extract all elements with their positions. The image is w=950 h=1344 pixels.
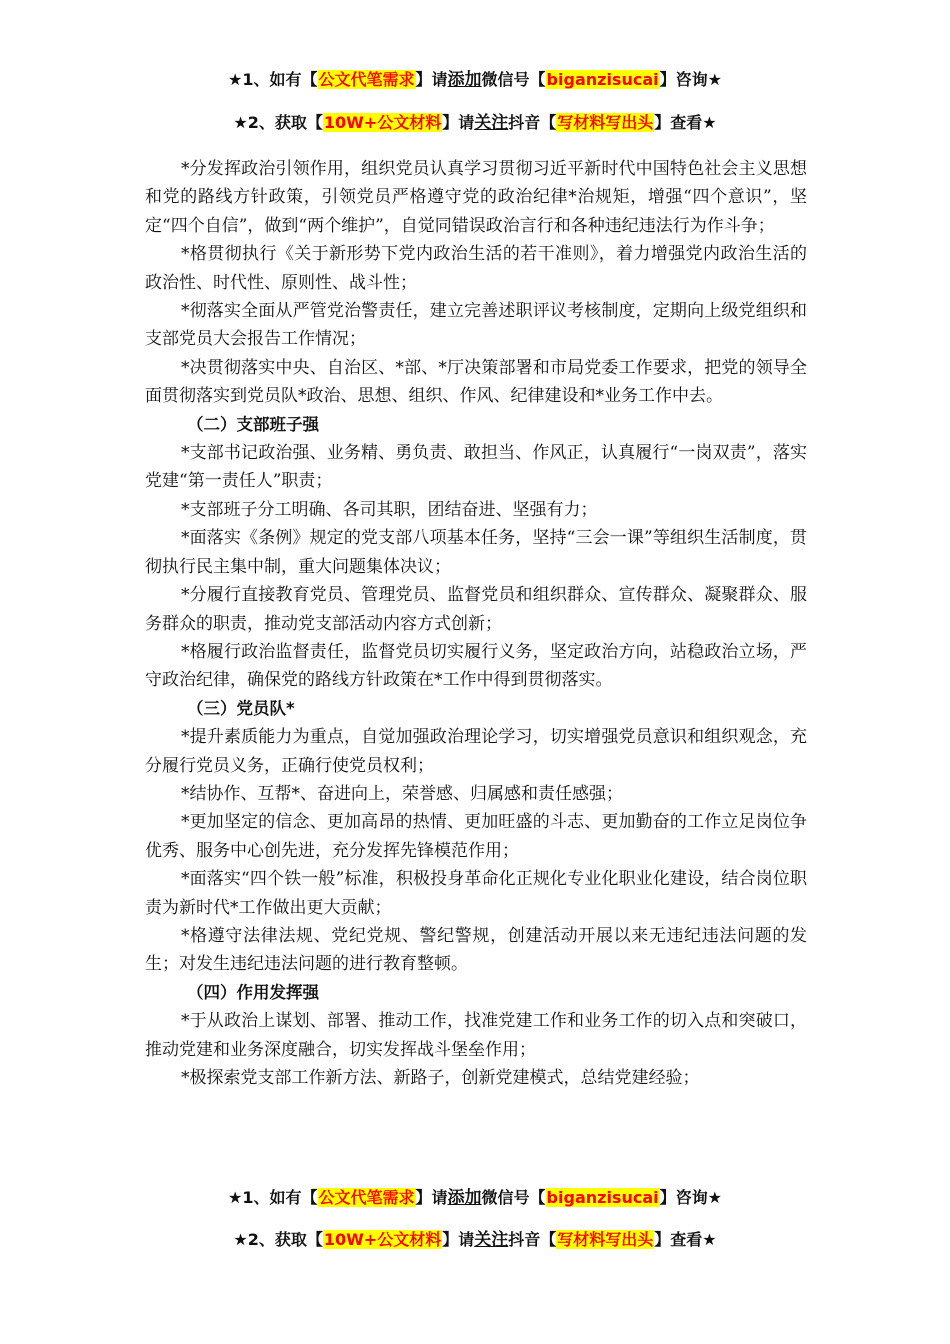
section-heading: （三）党员队* bbox=[187, 698, 295, 718]
section-heading: （二）支部班子强 bbox=[187, 414, 319, 434]
banner-text: 抖音【 bbox=[508, 113, 557, 132]
banner-text: 微信号【 bbox=[481, 1188, 546, 1207]
promo-banner-wechat bbox=[0, 69, 950, 91]
banner-text: ★1、如有【 bbox=[228, 70, 318, 89]
banner-text: 】请 bbox=[415, 70, 448, 89]
banner-text: 】请 bbox=[415, 1188, 448, 1207]
banner-text: 抖音【 bbox=[508, 1230, 557, 1249]
paragraph: *面落实“四个铁一般”标准，积极投身革命化正规化专业化职业化建设，结合岗位职责为新时代*工作做出更大贡献； bbox=[145, 869, 807, 918]
banner-text: 】请 bbox=[442, 1230, 475, 1249]
banner-text: 微信号【 bbox=[481, 70, 546, 89]
paragraph: *分履行直接教育党员、管理党员、监督党员和组织群众、宣传群众、凝聚群众、服务群众的职责，推动党支部活动内容方式创新； bbox=[145, 585, 807, 634]
banner-text: 】请 bbox=[442, 113, 475, 132]
paragraph: *支部书记政治强、业务精、勇负责、敢担当、作风正，认真履行“一岗双责”，落实党建“第一责任人”职责； bbox=[145, 443, 807, 492]
paragraph: *彻落实全面从严管党治警责任，建立完善述职评议考核制度，定期向上级党组织和支部党员大会报告工作情况； bbox=[145, 301, 807, 350]
paragraph: *更加坚定的信念、更加高昂的热情、更加旺盛的斗志、更加勤奋的工作立足岗位争优秀、服务中心创先进，充分发挥先锋模范作用； bbox=[145, 812, 807, 861]
paragraph: *决贯彻落实中央、自治区、*部、*厅决策部署和市局党委工作要求，把党的领导全面贯彻落实到党员队*政治、思想、组织、作风、纪律建设和*业务工作中去。 bbox=[145, 357, 807, 407]
paragraph: *格履行政治监督责任，监督党员切实履行义务，坚定政治方向，站稳政治立场，严守政治纪律，确保党的路线方针政策在*工作中得到贯彻落实。 bbox=[145, 641, 807, 691]
paragraph: *结协作、互帮*、奋进向上，荣誉感、归属感和责任感强； bbox=[181, 783, 623, 804]
highlight-text: 10W+公文材料 bbox=[323, 113, 442, 132]
banner-text: 】查看★ bbox=[654, 1230, 717, 1249]
underlined-text: 关注 bbox=[474, 113, 509, 133]
section-heading: （四）作用发挥强 bbox=[187, 982, 319, 1002]
banner-text: 】查看★ bbox=[654, 113, 717, 132]
highlight-text: 公文代笔需求 bbox=[318, 70, 415, 89]
wechat-id: biganzisucai bbox=[546, 1188, 659, 1207]
paragraph: *格遵守法律法规、党纪党规、警纪警规，创建活动开展以来无违纪违法问题的发生；对发生违纪违法问题的进行教育整顿。 bbox=[145, 925, 807, 975]
paragraph: *支部班子分工明确、各司其职，团结奋进、坚强有力； bbox=[181, 499, 598, 520]
paragraph: *极探索党支部工作新方法、新路子，创新党建模式，总结党建经验； bbox=[181, 1068, 700, 1088]
banner-text: ★1、如有【 bbox=[228, 1188, 318, 1207]
underlined-text: 关注 bbox=[474, 1230, 509, 1250]
banner-text: ★2、获取【 bbox=[233, 1230, 323, 1249]
highlight-text: 10W+公文材料 bbox=[323, 1230, 442, 1249]
wechat-id: biganzisucai bbox=[546, 70, 659, 89]
douyin-id: 写材料写出头 bbox=[557, 113, 654, 132]
paragraph: *于从政治上谋划、部署、推动工作，找准党建工作和业务工作的切入点和突破口，推动党建和业务深度融合，切实发挥战斗堡垒作用； bbox=[145, 1011, 807, 1060]
banner-text: 】咨询★ bbox=[659, 1188, 722, 1207]
paragraph: *面落实《条例》规定的党支部八项基本任务，坚持“三会一课”等组织生活制度，贯彻执行民主集中制，重大问题集体决议； bbox=[145, 528, 807, 577]
paragraph: *分发挥政治引领作用，组织党员认真学习贯彻习近平新时代中国特色社会主义思想和党的路线方针政策，引领党员严格遵守党的政治纪律*治规矩，增强“四个意识”，坚定“四个自信”，做到“两个维护”，自觉同错误政治言行和各种违纪违法行为作斗争； bbox=[145, 159, 807, 236]
paragraph: *提升素质能力为重点，自觉加强政治理论学习，切实增强党员意识和组织观念，充分履行党员义务，正确行使党员权利； bbox=[145, 727, 807, 776]
promo-banner-douyin bbox=[0, 112, 950, 134]
banner-text: ★2、获取【 bbox=[233, 113, 323, 132]
underlined-text: 添加 bbox=[447, 70, 482, 90]
underlined-text: 添加 bbox=[447, 1188, 482, 1208]
douyin-id: 写材料写出头 bbox=[557, 1230, 654, 1249]
highlight-text: 公文代笔需求 bbox=[318, 1188, 415, 1207]
document-body bbox=[145, 155, 807, 1092]
banner-text: 】咨询★ bbox=[659, 70, 722, 89]
paragraph: *格贯彻执行《关于新形势下党内政治生活的若干准则》，着力增强党内政治生活的政治性、时代性、原则性、战斗性； bbox=[145, 244, 807, 293]
promo-banner-wechat bbox=[0, 1187, 950, 1209]
promo-banner-douyin bbox=[0, 1229, 950, 1251]
